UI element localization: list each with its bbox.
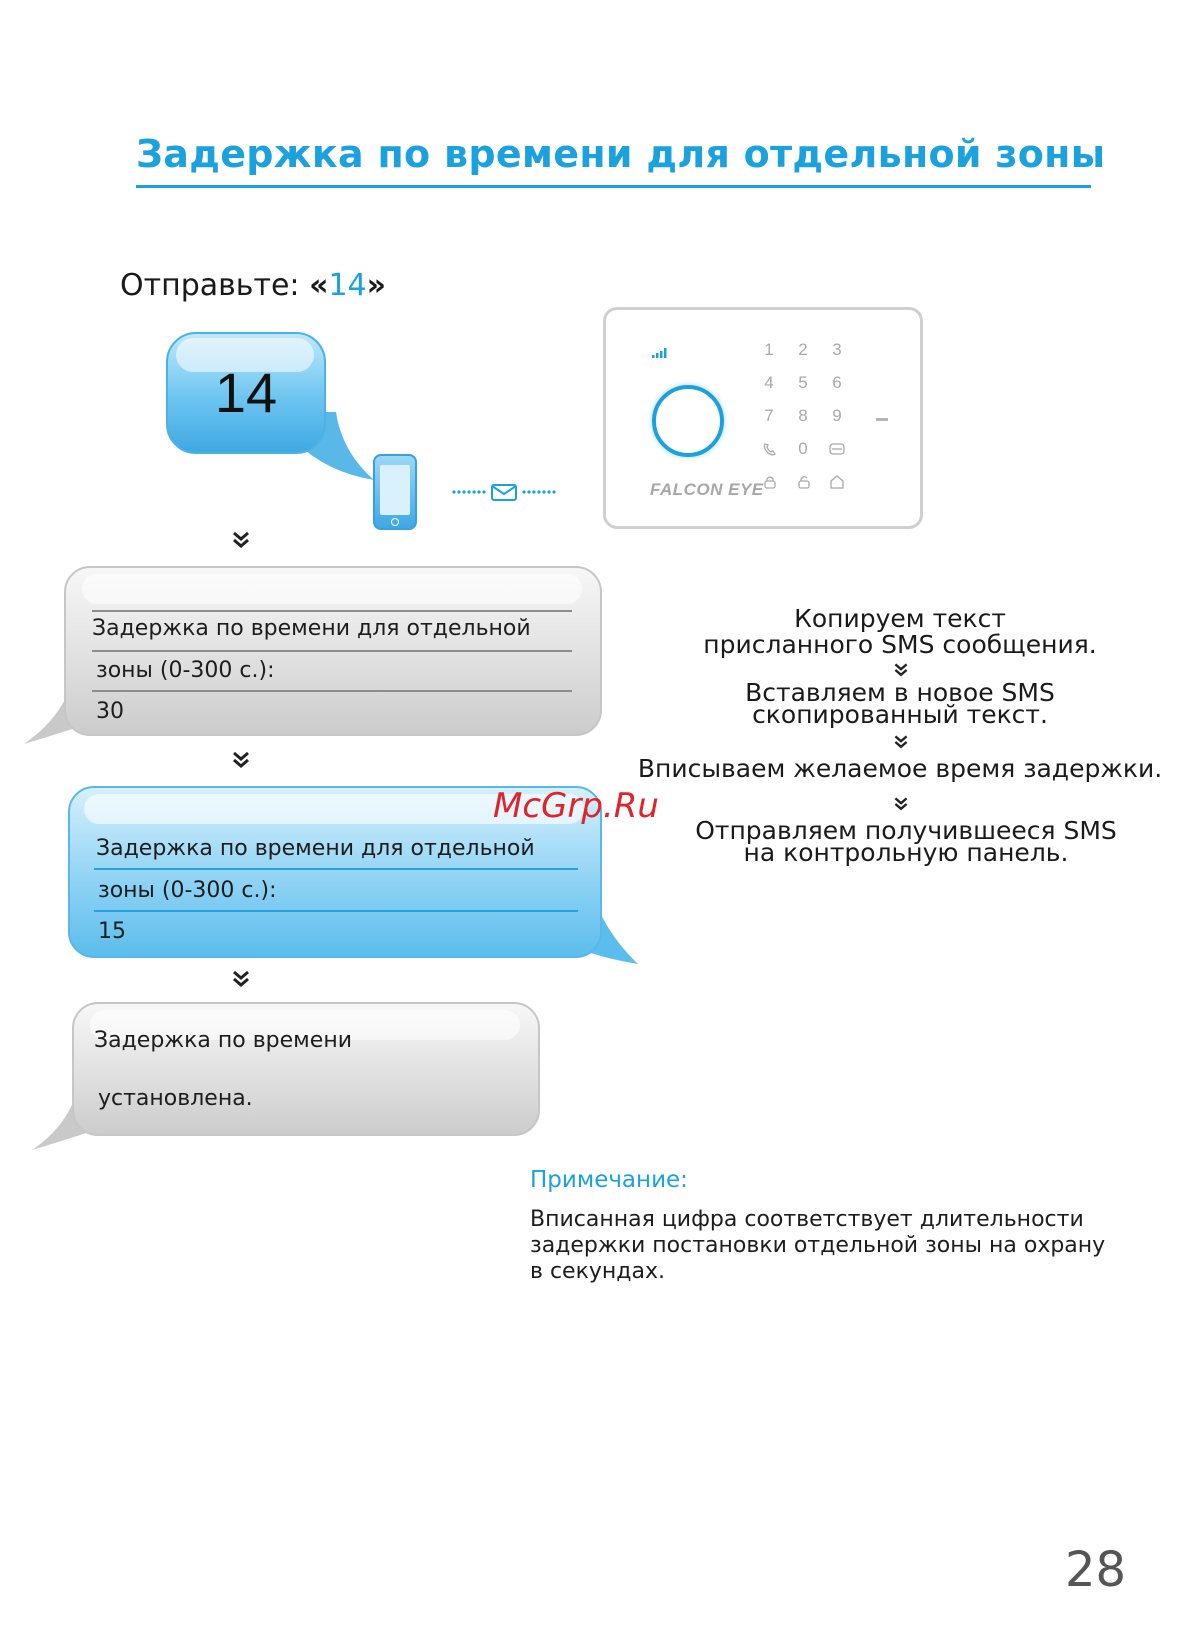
- bubble-text-line: Задержка по времени для отдельной: [96, 836, 535, 861]
- lock-icon: [762, 475, 778, 489]
- key-2: 2: [798, 340, 808, 359]
- step-text: присланного SMS сообщения.: [703, 630, 1097, 659]
- envelope-icon: [452, 482, 562, 502]
- ring-icon: [652, 385, 724, 457]
- bubble-text-line: установлена.: [98, 1086, 253, 1111]
- chevron-down-icon: [893, 662, 909, 678]
- sms-confirmation-bubble: [32, 1002, 540, 1152]
- chevron-down-icon: [231, 530, 251, 550]
- step-paste: [700, 680, 1100, 728]
- send-label: Отправьте:: [120, 268, 310, 303]
- title-underline: [136, 185, 1091, 188]
- send-instruction: [120, 268, 386, 303]
- step-send: [686, 818, 1126, 866]
- step-enter-time: Вписываем желаемое время задержки.: [637, 754, 1163, 783]
- sms-reply-bubble: [24, 566, 602, 746]
- bubble-text-line: зоны (0-300 с.):: [98, 878, 277, 903]
- note-line: в секундах.: [530, 1259, 665, 1284]
- step-copy: [700, 606, 1100, 658]
- step-text: Отправляем получившееся SMS: [695, 816, 1117, 845]
- send-code: 14: [328, 268, 367, 303]
- chevron-down-icon: [231, 969, 251, 989]
- chevron-down-icon: [893, 734, 909, 750]
- dash-indicator: [876, 418, 888, 421]
- key-3: 3: [832, 340, 842, 359]
- chevron-down-icon: [893, 796, 909, 812]
- key-0: 0: [798, 439, 808, 458]
- code-speech-bubble: [166, 332, 326, 460]
- unlock-icon: [796, 475, 812, 489]
- card-icon: [829, 442, 845, 456]
- page-number: 28: [1065, 1542, 1127, 1598]
- control-panel-image: [603, 307, 923, 529]
- signal-icon: [652, 348, 668, 358]
- note-body: [530, 1207, 1105, 1285]
- step-text: на контрольную панель.: [743, 838, 1069, 867]
- smartphone-icon: [373, 454, 417, 530]
- bubble-value: 15: [98, 919, 126, 944]
- step-text: скопированный текст.: [752, 700, 1048, 729]
- note-line: Вписанная цифра соответствует длительности: [530, 1207, 1084, 1232]
- key-1: 1: [764, 340, 774, 359]
- key-9: 9: [832, 406, 842, 425]
- code-bubble-text: 14: [214, 361, 278, 424]
- note-heading: Примечание:: [530, 1167, 688, 1193]
- bubble-text-line: зоны (0-300 с.):: [96, 658, 275, 683]
- key-5: 5: [798, 373, 808, 392]
- bubble-text-line: Задержка по времени для отдельной: [92, 616, 531, 641]
- note-line: задержки постановки отдельной зоны на охрану: [530, 1233, 1106, 1258]
- bubble-value: 30: [96, 699, 124, 724]
- chevron-down-icon: [231, 750, 251, 770]
- close-quote: »: [366, 268, 387, 303]
- phone-handset-icon: [762, 442, 778, 456]
- key-7: 7: [764, 406, 774, 425]
- step-text: Копируем текст: [794, 604, 1006, 633]
- page-title: Задержка по времени для отдельной зоны: [136, 132, 1106, 176]
- key-6: 6: [832, 373, 842, 392]
- bubble-text-line: Задержка по времени: [94, 1028, 352, 1053]
- open-quote: «: [309, 268, 329, 303]
- watermark: McGrp.Ru: [493, 786, 659, 826]
- brand-logo: FALCON EYE: [650, 480, 764, 499]
- step-text: Вставляем в новое SMS: [745, 678, 1055, 707]
- key-4: 4: [764, 373, 774, 392]
- home-icon: [829, 475, 845, 489]
- key-8: 8: [798, 406, 808, 425]
